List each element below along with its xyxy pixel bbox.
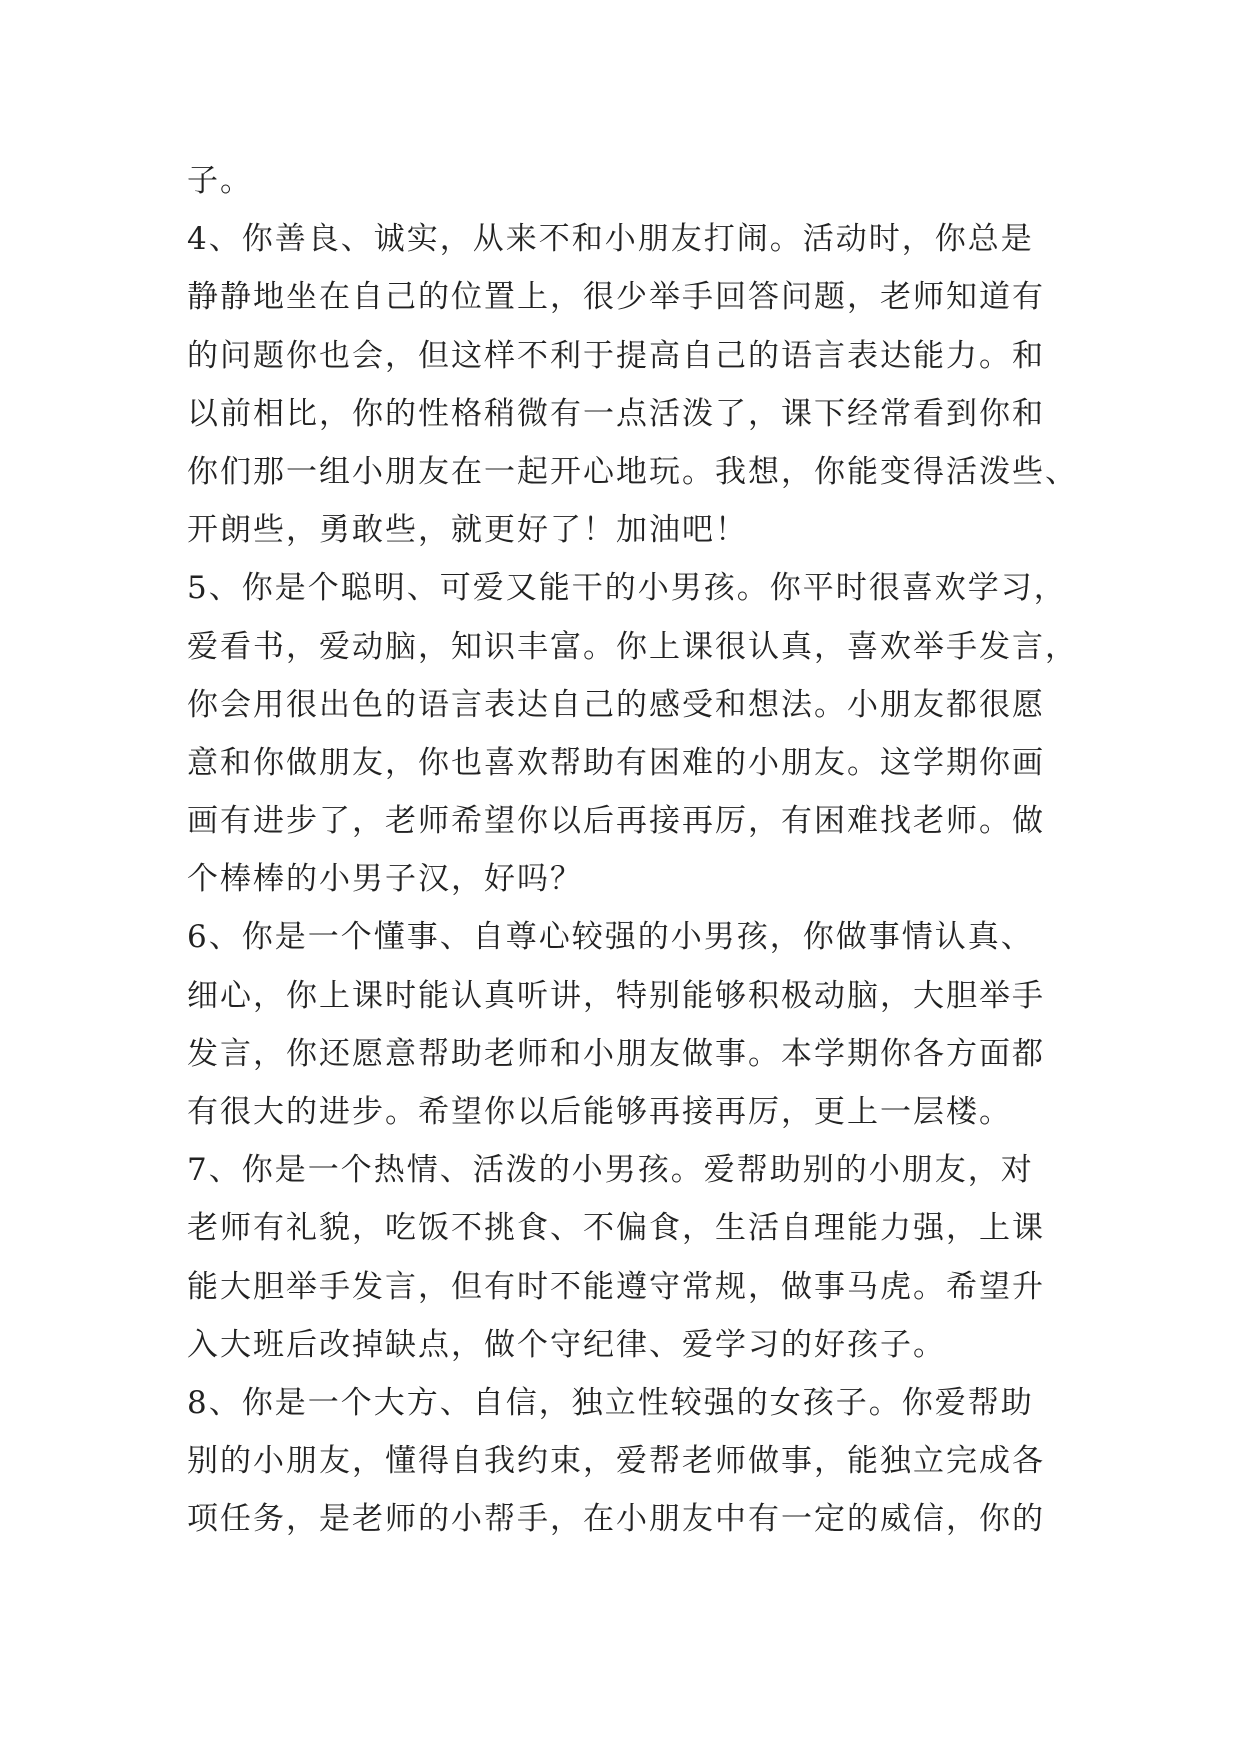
text-line: 意和你做朋友，你也喜欢帮助有困难的小朋友。这学期你画: [187, 744, 1045, 781]
text-line: 4、你善良、诚实，从来不和小朋友打闹。活动时，你总是: [187, 221, 1034, 258]
text-line: 静静地坐在自己的位置上，很少举手回答问题，老师知道有: [187, 279, 1045, 316]
text-line: 子。: [187, 163, 253, 199]
text-line: 你会用很出色的语言表达自己的感受和想法。小朋友都很愿: [187, 686, 1045, 723]
text-line: 个棒棒的小男子汉，好吗？: [187, 861, 583, 898]
text-line: 有很大的进步。希望你以后能够再接再厉，更上一层楼。: [187, 1094, 1012, 1130]
text-line: 7、你是一个热情、活泼的小男孩。爱帮助别的小朋友，对: [187, 1152, 1034, 1189]
text-line: 以前相比，你的性格稍微有一点活泼了，课下经常看到你和: [187, 395, 1045, 432]
text-line: 别的小朋友，懂得自我约束，爱帮老师做事，能独立完成各: [187, 1443, 1045, 1480]
text-line: 细心，你上课时能认真听讲，特别能够积极动脑，大胆举手: [187, 977, 1045, 1014]
text-line: 你们那一组小朋友在一起开心地玩。我想，你能变得活泼些、: [187, 453, 1078, 490]
text-line: 5、你是个聪明、可爱又能干的小男孩。你平时很喜欢学习，: [187, 570, 1067, 607]
text-line: 能大胆举手发言，但有时不能遵守常规，做事马虎。希望升: [187, 1268, 1045, 1305]
text-line: 入大班后改掉缺点，做个守纪律、爱学习的好孩子。: [187, 1326, 946, 1363]
text-line: 爱看书，爱动脑，知识丰富。你上课很认真，喜欢举手发言，: [187, 628, 1078, 665]
text-line: 8、你是一个大方、自信，独立性较强的女孩子。你爱帮助: [187, 1384, 1034, 1421]
text-line: 6、你是一个懂事、自尊心较强的小男孩，你做事情认真、: [187, 919, 1034, 956]
text-line: 项任务，是老师的小帮手，在小朋友中有一定的威信，你的: [187, 1501, 1045, 1538]
text-line: 发言，你还愿意帮助老师和小朋友做事。本学期你各方面都: [187, 1035, 1045, 1072]
text-line: 的问题你也会，但这样不利于提高自己的语言表达能力。和: [187, 337, 1045, 374]
text-line: 画有进步了，老师希望你以后再接再厉，有困难找老师。做: [187, 803, 1045, 840]
document-body: [187, 152, 1078, 1549]
text-line: 老师有礼貌，吃饭不挑食、不偏食，生活自理能力强，上课: [187, 1210, 1045, 1247]
text-line: 开朗些，勇敢些，就更好了！加油吧！: [187, 512, 748, 549]
